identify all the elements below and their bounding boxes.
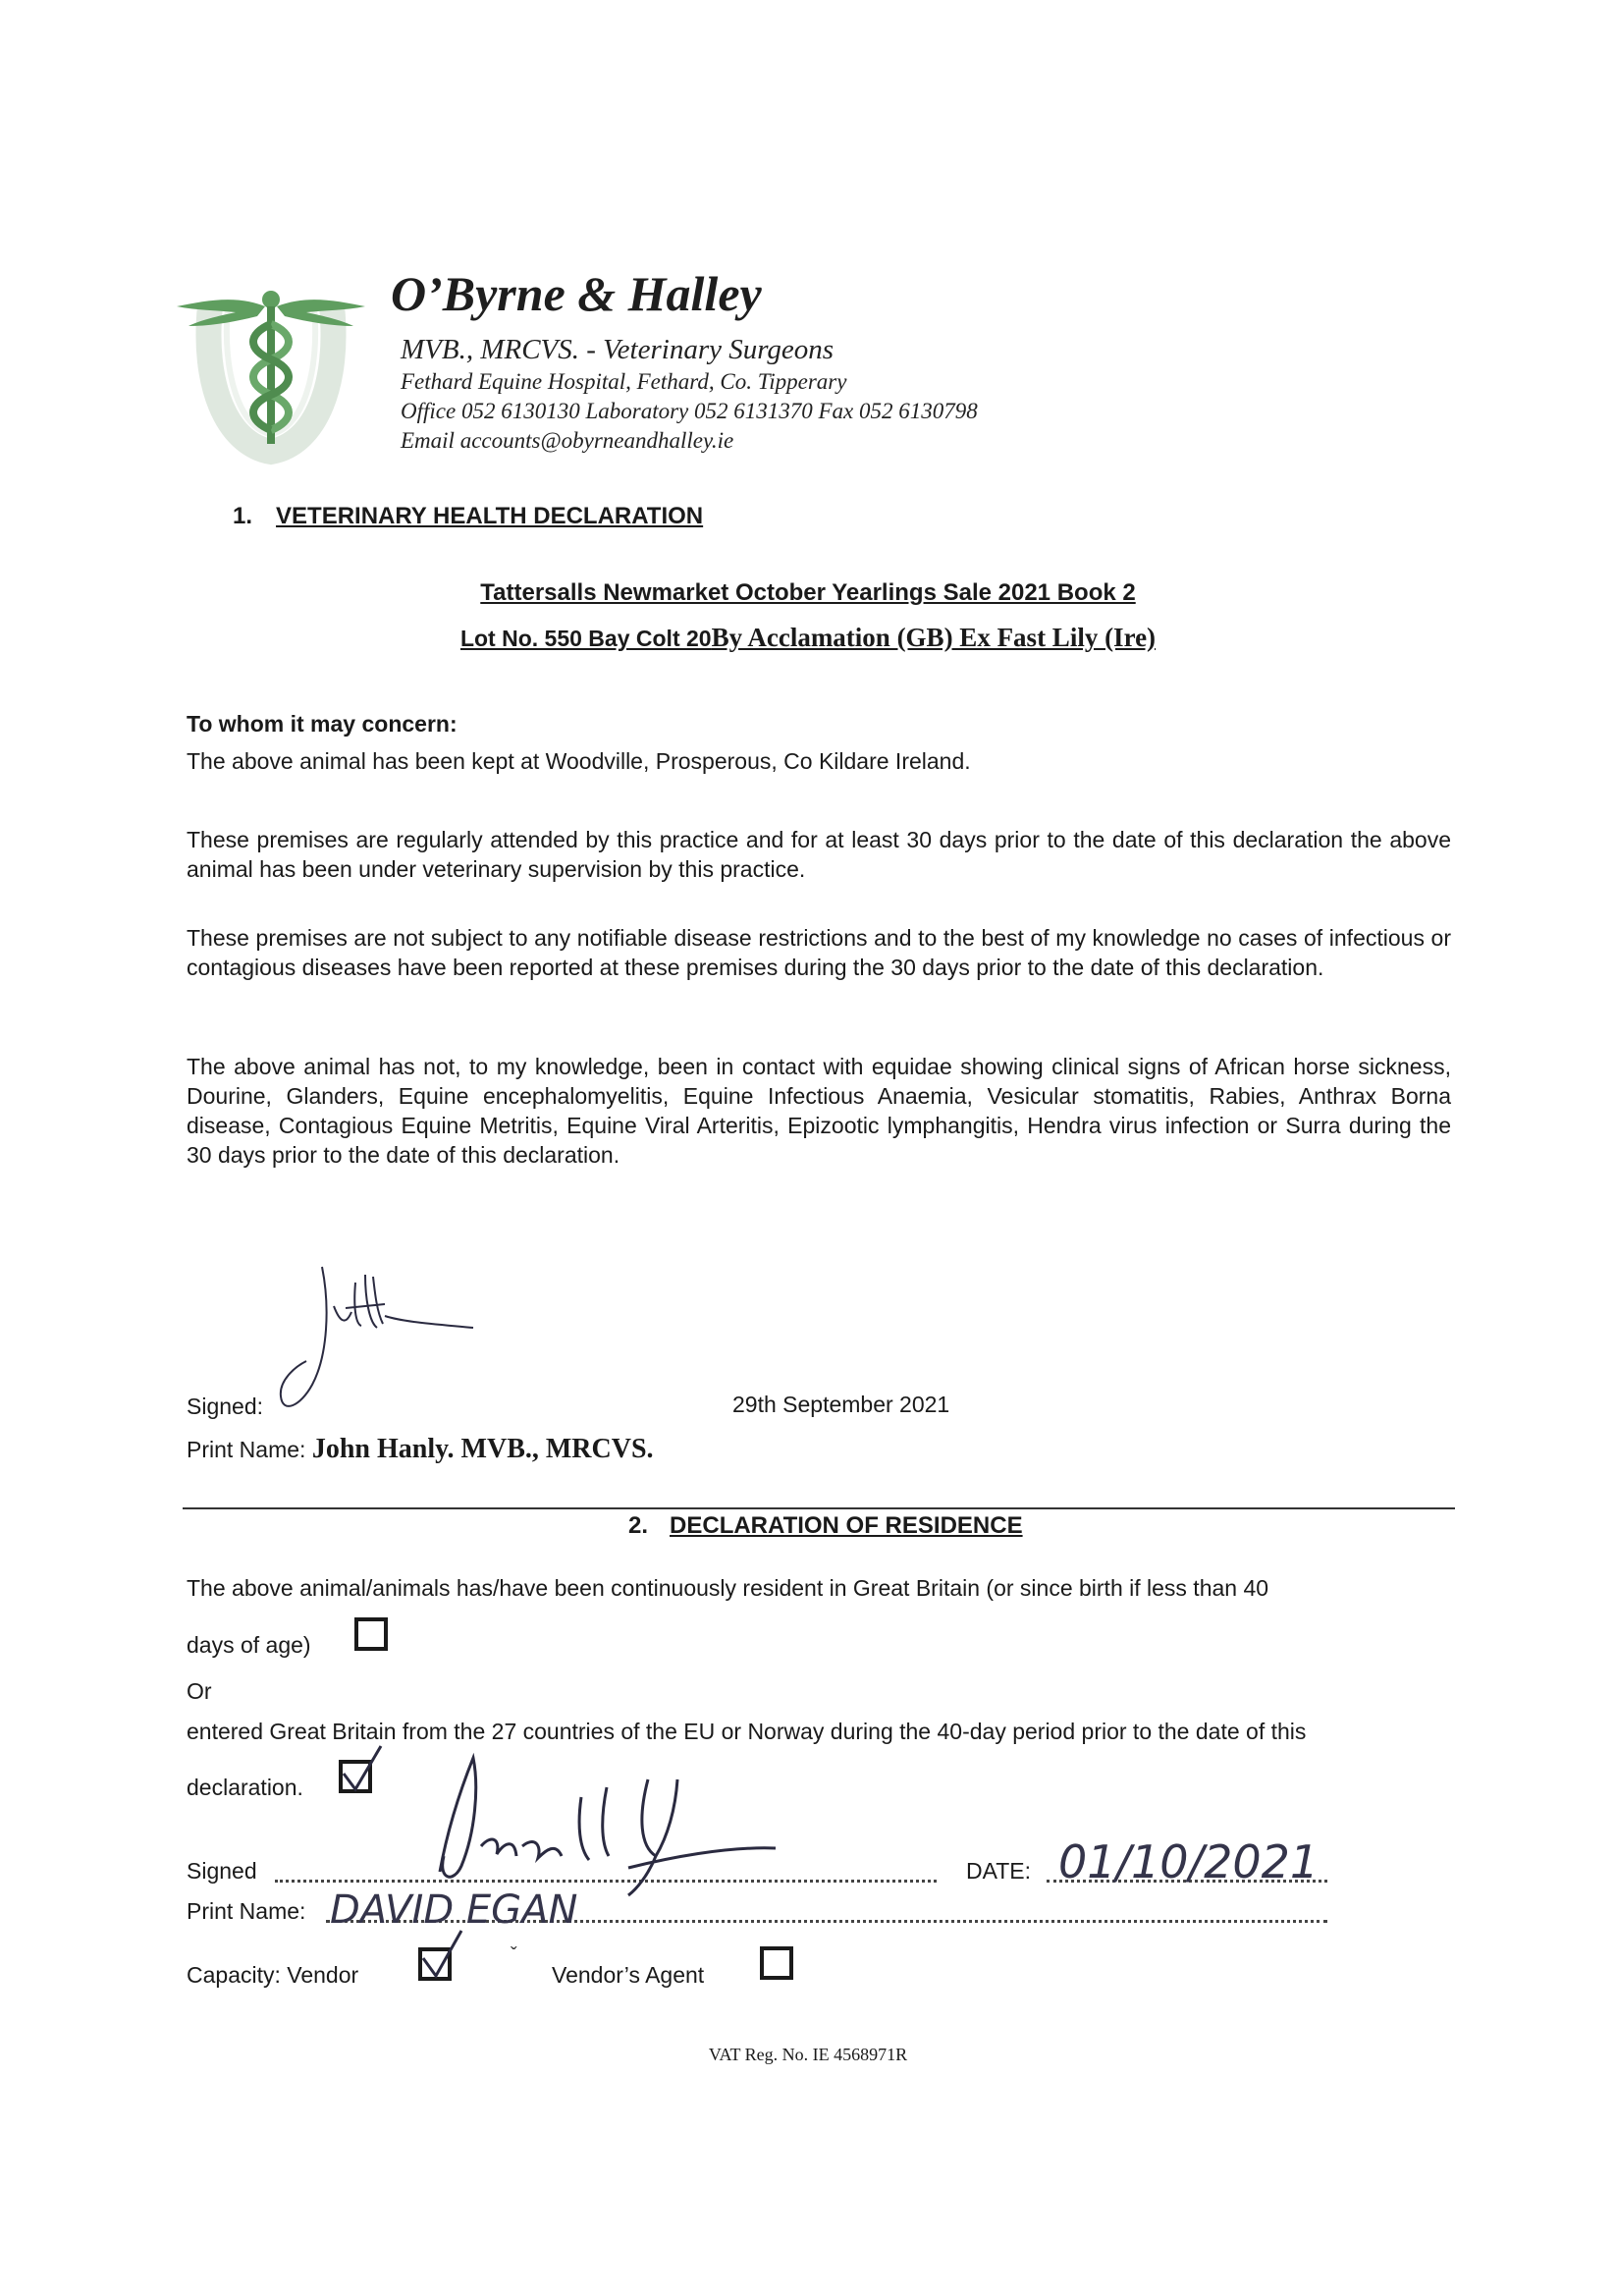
resident-statement-end: days of age) (187, 1632, 311, 1658)
vet-print-name-row (187, 1434, 654, 1465)
vet-signed-label: Signed: (187, 1394, 264, 1419)
date-dotted-line (1047, 1880, 1327, 1883)
section1-number: 1. (233, 503, 253, 529)
lot-prefix: Lot No. 550 Bay Colt 20 (459, 626, 712, 651)
vendor-agent-checkbox[interactable] (760, 1946, 793, 1980)
entered-statement: entered Great Britain from the 27 countries of the EU or Norway during the 40-day period prior to the date of this (187, 1719, 1307, 1744)
resident-checkbox[interactable] (354, 1617, 388, 1651)
section2-heading (628, 1512, 1023, 1540)
kept-at: The above animal has been kept at Woodville, Prosperous, Co Kildare Ireland. (187, 748, 971, 774)
phone-numbers: Office 052 6130130 Laboratory 052 6131370 Fax 052 6130798 (401, 399, 978, 423)
vet-print-name: John Hanly. MVB., MRCVS. (311, 1434, 654, 1464)
lot-line (0, 623, 1616, 653)
paragraph-supervision: These premises are regularly attended by this practice and for at least 30 days prior to the date of this declaration the above animal has been under veterinary supervision by this practice. (187, 827, 1451, 882)
capacity-vendor-label: Capacity: Vendor (187, 1962, 359, 1988)
firm-name: O’Byrne & Halley (391, 266, 762, 321)
or-label: Or (187, 1678, 212, 1704)
caduceus-horseshoe-logo (0, 0, 1616, 511)
section2-title: DECLARATION OF RESIDENCE (670, 1512, 1023, 1539)
vet-signed-date: 29th September 2021 (732, 1392, 950, 1417)
vendor-date-label: DATE: (966, 1858, 1032, 1884)
qualifications: MVB., MRCVS. - Veterinary Surgeons (401, 334, 835, 365)
email: Email accounts@obyrneandhalley.ie (401, 428, 734, 453)
vat-number: VAT Reg. No. IE 4568971R (708, 2045, 908, 2064)
paragraph-restrictions: These premises are not subject to any notifiable disease restrictions and to the best of my knowledge no cases of infectious or contagious diseases have been reported at these premises during the 30 days prior to the date of this declaration. (187, 925, 1451, 980)
entered-checkbox[interactable] (339, 1760, 372, 1793)
vendor-print-label: Print Name: (187, 1898, 306, 1924)
signature-dotted-line (275, 1880, 937, 1883)
sale-title: Tattersalls Newmarket October Yearlings Sale 2021 Book 2 (480, 579, 1136, 606)
section1-title: VETERINARY HEALTH DECLARATION (276, 503, 704, 529)
tick-mark: ˇ (511, 1944, 517, 1966)
section1-heading (233, 503, 703, 530)
vendor-agent-label: Vendor’s Agent (552, 1962, 705, 1988)
address: Fethard Equine Hospital, Fethard, Co. Tipperary (401, 369, 847, 394)
entered-statement-end: declaration. (187, 1775, 303, 1800)
vendor-handwritten-name: DAVID EGAN (330, 1887, 578, 1933)
resident-statement: The above animal/animals has/have been continuously resident in Great Britain (or since birth if less than 40 (187, 1575, 1269, 1601)
section-divider (183, 1507, 1455, 1509)
vendor-signature (440, 1758, 776, 1895)
print-name-dotted-line (326, 1920, 1327, 1923)
greeting: To whom it may concern: (187, 711, 458, 737)
vet-print-label: Print Name: (187, 1437, 306, 1462)
lot-suffix: By Acclamation (GB) Ex Fast Lily (Ire) (711, 623, 1157, 652)
paragraph-contact: The above animal has not, to my knowledge, been in contact with equidae showing clinical signs of African horse sickness, Dourine, Glanders, Equine encephalomyelitis, Equine Infectious Anaemia, Vesicular stomatitis, Rabies, Anthrax Borna disease, Contagious Equine Metritis, Equine Viral Arteritis, Epizootic lymphangitis, Hendra virus infection or Surra during the 30 days prior to the date of this declaration. (187, 1054, 1451, 1168)
vendor-checkbox[interactable] (418, 1947, 452, 1981)
vendor-signed-label: Signed (187, 1858, 257, 1884)
section2-number: 2. (628, 1512, 649, 1539)
vendor-handwritten-date: 01/10/2021 (1058, 1835, 1320, 1888)
